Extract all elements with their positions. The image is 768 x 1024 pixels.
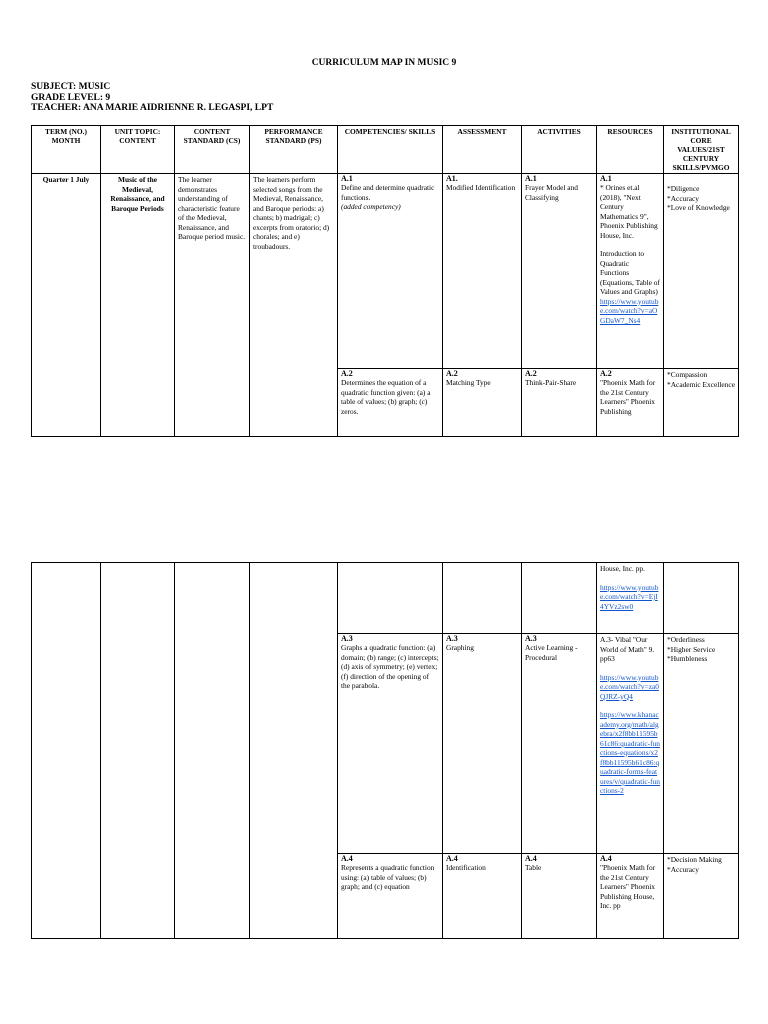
a1-act-code: A.1 <box>525 174 537 183</box>
a4-assessment-cell <box>443 854 522 939</box>
header-resources: RESOURCES <box>597 126 664 174</box>
ps-cell-continued <box>250 563 338 939</box>
table-row-continued <box>32 563 739 634</box>
assess-cell-continued <box>443 563 522 634</box>
a1-resource-topic: Introduction to Quadratic Functions (Equations, Table of Values and Graphs) <box>600 249 660 296</box>
res-cell-continued <box>597 563 664 634</box>
a4-activity: Table <box>525 863 542 872</box>
a2-code: A.2 <box>341 369 353 378</box>
document-meta <box>31 82 273 114</box>
a3-resources-cell <box>597 634 664 854</box>
a2-assess-code: A.2 <box>446 369 458 378</box>
values-cell-continued <box>664 563 739 634</box>
a1-assess-code: A1. <box>446 174 458 183</box>
a4-competency-cell <box>338 854 443 939</box>
subject-line: SUBJECT: MUSIC <box>31 82 111 92</box>
document-title: CURRICULUM MAP IN MUSIC 9 <box>311 58 457 68</box>
a1-resource-book: * Orines et.al (2018), "Next Century Mathematics 9", Phoenix Publishing House, Inc. <box>600 183 658 240</box>
a2-assessment-cell <box>443 369 522 437</box>
header-values: INSTITUTIONAL CORE VALUES/21ST CENTURY SKILLS/PVMGO <box>664 126 739 174</box>
a4-competency: Represents a quadratic function using: (a) table of values; (b) graph; and (c) equation <box>341 863 435 891</box>
a2-competency-cell <box>338 369 443 437</box>
header-activities: ACTIVITIES <box>522 126 597 174</box>
grade-line: GRADE LEVEL: 9 <box>31 92 111 103</box>
a2-values-cell: *Compassion *Academic Excellence <box>664 369 739 437</box>
a2-competency: Determines the equation of a quadratic function given: (a) a table of values; (b) graph; (c) zeros. <box>341 378 431 416</box>
cs-cell-continued <box>175 563 250 939</box>
a2-resources-cell <box>597 369 664 437</box>
cont-resource-book: House, Inc. pp. <box>600 564 645 573</box>
term-cell-continued <box>32 563 101 939</box>
a1-competency-cell <box>338 174 443 369</box>
a1-competency: Define and determine quadratic functions. <box>341 183 435 202</box>
unit-cell: Music of the Medieval, Renaissance, and Baroque Periods <box>101 174 175 437</box>
header-term: TERM (NO.) MONTH <box>32 126 101 174</box>
a4-resource-book: "Phoenix Math for the 21st Century Learners" Phoenix Publishing House, Inc. pp <box>600 863 656 910</box>
a3-resource-book: A.3- Vibal "Our World of Math" 9. pp63 <box>600 635 655 663</box>
a4-assessment: Identification <box>446 863 486 872</box>
a4-values-cell: *Decision Making *Accuracy <box>664 854 739 939</box>
header-ps: PERFORMANCE STANDARD (PS) <box>250 126 338 174</box>
a3-code: A.3 <box>341 634 353 643</box>
a1-values-cell <box>664 174 739 369</box>
performance-standard-cell: The learners perform selected songs from the Medieval, Renaissance, and Baroque periods: a) chants; b) madrigal; c) excerpts from oratorio; d) chorales; and e) troubadours. <box>250 174 338 437</box>
a1-competency-note: (added competency) <box>341 202 401 211</box>
a2-resource-book: "Phoenix Math for the 21st Century Learners" Phoenix Publishing <box>600 378 656 416</box>
a1-activity-cell <box>522 174 597 369</box>
header-assessment: ASSESSMENT <box>443 126 522 174</box>
a4-code: A.4 <box>341 854 353 863</box>
a2-assessment: Matching Type <box>446 378 491 387</box>
a2-act-code: A.2 <box>525 369 537 378</box>
curriculum-table-page-1 <box>31 125 739 437</box>
a3-assess-code: A.3 <box>446 634 458 643</box>
header-cs: CONTENT STANDARD (CS) <box>175 126 250 174</box>
a3-resource-link-youtube[interactable]: https://www.youtube.com/watch?v=za0QJRZ-yQ4 <box>600 672 659 701</box>
a1-res-code: A.1 <box>600 174 612 183</box>
a2-activity: Think-Pair-Share <box>525 378 577 387</box>
a2-activity-cell <box>522 369 597 437</box>
a4-act-code: A.4 <box>525 854 537 863</box>
a1-assessment: Modified Identification <box>446 183 516 192</box>
a1-activity: Frayer Model and Classifying <box>525 183 578 202</box>
comp-cell-continued <box>338 563 443 634</box>
a3-competency: Graphs a quadratic function: (a) domain; (b) range; (c) intercepts; (d) axis of symmetry; (e) vertex; (f) direction of the opening of the parabola. <box>341 643 439 690</box>
content-standard-cell: The learner demonstrates understanding of characteristic feature of the Medieval, Renaissance, and Baroque period music. <box>175 174 250 437</box>
a3-assessment-cell <box>443 634 522 854</box>
a1-values: *Diligence *Accuracy *Love of Knowledge <box>667 184 730 212</box>
a4-activity-cell <box>522 854 597 939</box>
a2-res-code: A.2 <box>600 369 612 378</box>
curriculum-table-page-2 <box>31 562 739 939</box>
cont-resource-link[interactable]: https://www.youtube.com/watch?v=EjI4YVz2sw0 <box>600 582 659 611</box>
a3-values-cell: *Orderliness *Higher Service *Humbleness <box>664 634 739 854</box>
a3-resource-link-khan[interactable]: https://www.khanacademy.org/math/algebra/x2f8bb11595b61c86:quadratic-functions-equations/x2f8bb11595b61c86:quadratic-forms-features/v/quadratic-functions-2 <box>600 710 660 795</box>
unit-cell-continued <box>101 563 175 939</box>
a3-activity: Active Learning - Procedural <box>525 643 578 662</box>
act-cell-continued <box>522 563 597 634</box>
header-unit: UNIT TOPIC: CONTENT <box>101 126 175 174</box>
header-competencies: COMPETENCIES/ SKILLS <box>338 126 443 174</box>
teacher-line: TEACHER: ANA MARIE AIDRIENNE R. LEGASPI, LPT <box>31 103 274 113</box>
a3-act-code: A.3 <box>525 634 537 643</box>
term-cell: Quarter 1 July <box>32 174 101 437</box>
a3-assessment: Graphing <box>446 643 474 652</box>
a4-assess-code: A.4 <box>446 854 458 863</box>
a3-competency-cell <box>338 634 443 854</box>
a3-activity-cell <box>522 634 597 854</box>
a1-assessment-cell <box>443 174 522 369</box>
a4-res-code: A.4 <box>600 854 612 863</box>
a1-resource-link[interactable]: https://www.youtube.com/watch?v=aOGDaW7_Ns4 <box>600 296 659 325</box>
a1-resources-cell <box>597 174 664 369</box>
a1-code: A.1 <box>341 174 353 183</box>
a4-resources-cell <box>597 854 664 939</box>
table-row-a1 <box>32 174 739 369</box>
header-row <box>32 126 739 174</box>
